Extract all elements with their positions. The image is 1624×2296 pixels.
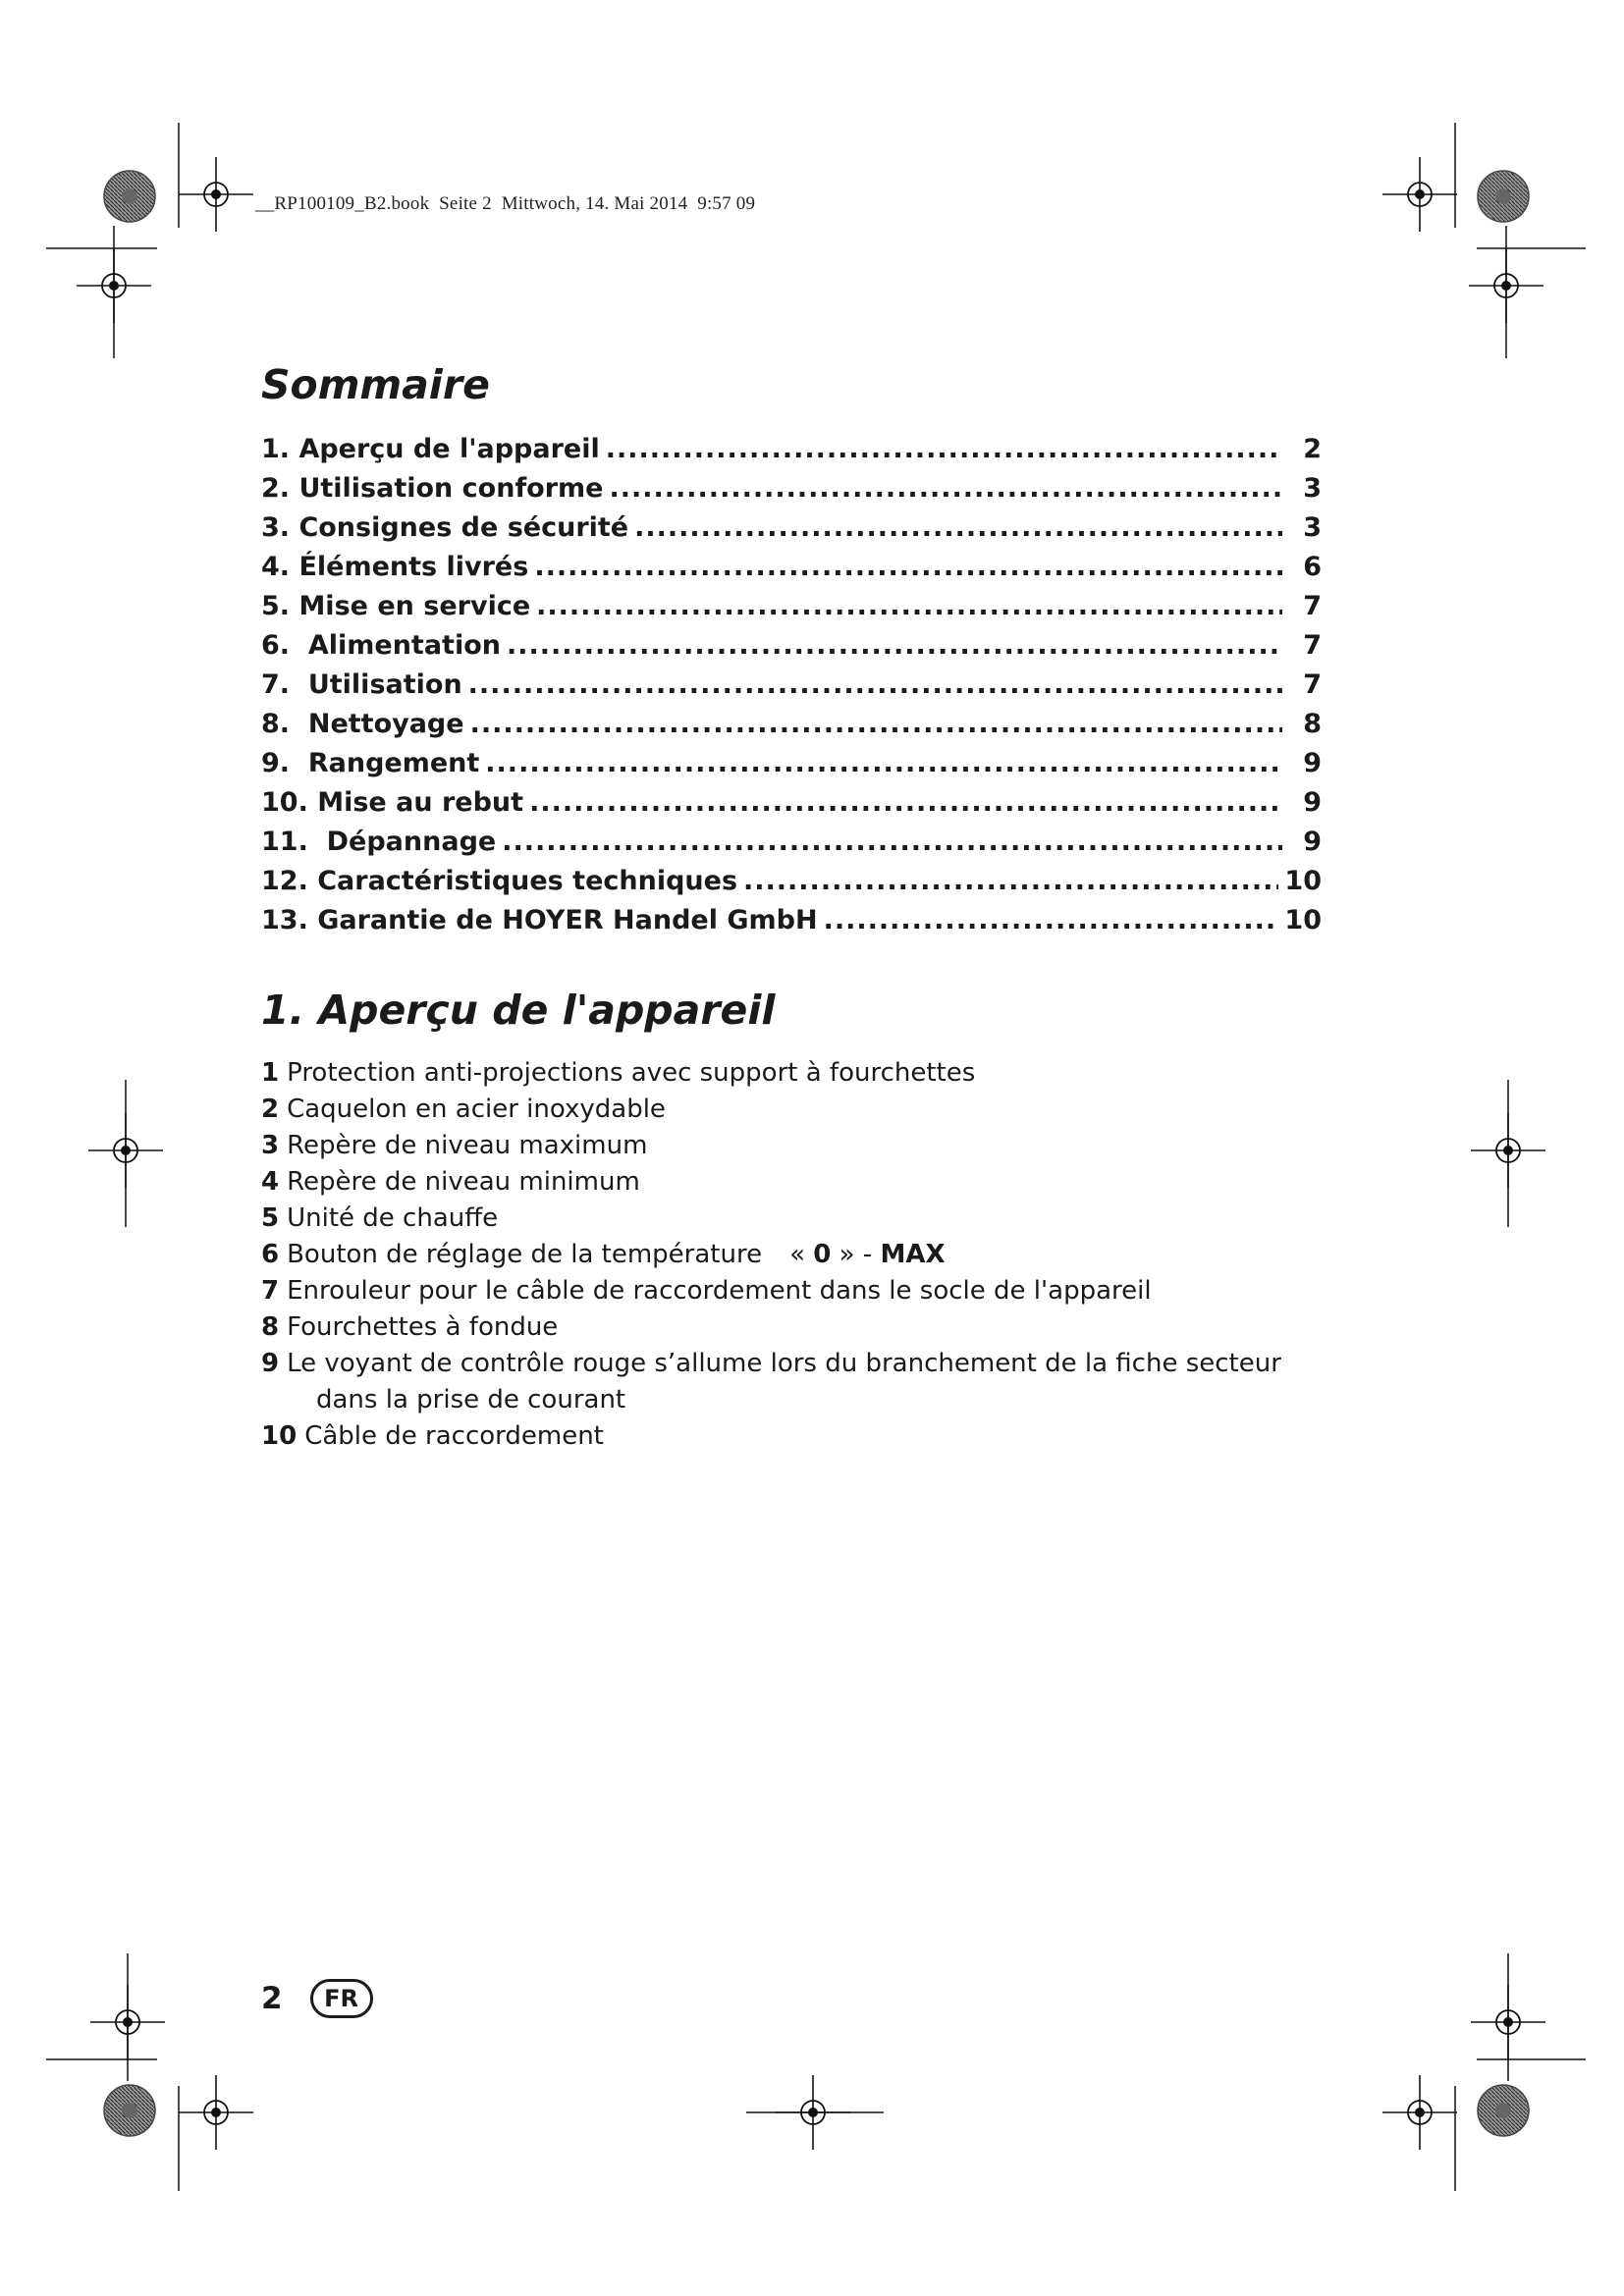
- toc-entry-label: 6. Alimentation: [261, 630, 501, 661]
- part-description: Le voyant de contrôle rouge s’allume lors du branchement de la fiche secteur dans la prise de courant: [287, 1349, 1281, 1415]
- list-item: [261, 1092, 1322, 1128]
- page-number: 2: [261, 1981, 283, 2016]
- part-description: Fourchettes à fondue: [287, 1312, 559, 1342]
- part-number: 6: [261, 1240, 280, 1269]
- part-number: 10: [261, 1421, 298, 1451]
- toc-entry-label: 12. Caractéristiques techniques: [261, 866, 738, 896]
- toc-entry-page: 10: [1284, 866, 1322, 896]
- toc-entry-page: 9: [1303, 787, 1322, 818]
- toc-entry[interactable]: [261, 630, 1322, 669]
- toc-dot-leader: [534, 552, 1282, 582]
- toc-entry-label: 2. Utilisation conforme: [261, 473, 604, 504]
- section-title: 1. Aperçu de l'appareil: [261, 987, 776, 1034]
- toc-entry[interactable]: [261, 866, 1322, 905]
- part-description: Protection anti-projections avec support à fourchettes: [287, 1058, 976, 1088]
- part-description: Repère de niveau minimum: [287, 1167, 640, 1197]
- part-number: 2: [261, 1095, 280, 1124]
- toc-entry[interactable]: [261, 709, 1322, 748]
- toc-entry-page: 9: [1303, 748, 1322, 778]
- toc-dot-leader: [502, 827, 1282, 857]
- toc-entry-page: 8: [1303, 709, 1322, 739]
- color-bar-icon: [1478, 171, 1529, 222]
- toc-entry[interactable]: [261, 473, 1322, 512]
- toc-entry-label: 13. Garantie de HOYER Handel GmbH: [261, 905, 818, 935]
- part-description: Repère de niveau maximum: [287, 1131, 648, 1160]
- toc-dot-leader: [606, 434, 1282, 464]
- toc-entry-label: 8. Nettoyage: [261, 709, 464, 739]
- page-footer: [261, 1979, 373, 2018]
- part-number: 4: [261, 1167, 280, 1197]
- toc-entry[interactable]: [261, 512, 1322, 552]
- part-description: Bouton de réglage de la température: [287, 1240, 763, 1269]
- list-item: [261, 1128, 1322, 1164]
- toc-entry-page: 6: [1303, 552, 1322, 582]
- toc-entry-label: 7. Utilisation: [261, 669, 462, 700]
- toc-dot-leader: [485, 748, 1282, 778]
- toc-entry[interactable]: [261, 787, 1322, 827]
- toc-entry-label: 4. Éléments livrés: [261, 552, 529, 582]
- list-item: [261, 1309, 1322, 1346]
- registration-mark-icon: [179, 2075, 253, 2150]
- toc-dot-leader: [824, 905, 1279, 935]
- part-description: Câble de raccordement: [304, 1421, 604, 1451]
- setting-zero: 0: [813, 1240, 832, 1269]
- registration-mark-icon: [1382, 2075, 1457, 2150]
- temperature-setting: [789, 1240, 945, 1269]
- color-bar-icon: [104, 171, 155, 222]
- list-item: [261, 1273, 1322, 1309]
- toc-entry-page: 2: [1303, 434, 1322, 464]
- parts-list: [261, 1055, 1322, 1455]
- language-badge: FR: [310, 1979, 373, 2018]
- part-number: 7: [261, 1276, 280, 1306]
- toc-entry-label: 1. Aperçu de l'appareil: [261, 434, 600, 464]
- toc-title: Sommaire: [261, 361, 490, 408]
- toc-dot-leader: [610, 473, 1283, 504]
- toc-entry[interactable]: [261, 905, 1322, 944]
- registration-mark-icon: [1382, 157, 1457, 232]
- toc-entry[interactable]: [261, 827, 1322, 866]
- color-bar-icon: [104, 2085, 155, 2136]
- toc-dot-leader: [507, 630, 1282, 661]
- toc-entry[interactable]: [261, 434, 1322, 473]
- part-number: 5: [261, 1203, 280, 1233]
- toc-entry[interactable]: [261, 669, 1322, 709]
- toc-dot-leader: [536, 591, 1282, 621]
- toc-entry-label: 11. Dépannage: [261, 827, 497, 857]
- part-number: 1: [261, 1058, 280, 1088]
- table-of-contents: [261, 434, 1322, 944]
- list-item: [261, 1418, 1322, 1455]
- toc-entry-label: 10. Mise au rebut: [261, 787, 524, 818]
- setting-mid: » -: [839, 1240, 873, 1269]
- part-description: Caquelon en acier inoxydable: [287, 1095, 666, 1124]
- toc-entry-page: 7: [1303, 630, 1322, 661]
- toc-entry[interactable]: [261, 591, 1322, 630]
- toc-entry-page: 10: [1284, 905, 1322, 935]
- color-bar-icon: [1478, 2085, 1529, 2136]
- toc-entry[interactable]: [261, 748, 1322, 787]
- registration-mark-icon: [179, 157, 253, 232]
- toc-entry-label: 9. Rangement: [261, 748, 480, 778]
- toc-entry-page: 7: [1303, 669, 1322, 700]
- list-item: [261, 1164, 1322, 1201]
- list-item: [261, 1237, 1322, 1273]
- part-description: Unité de chauffe: [287, 1203, 499, 1233]
- list-item: [261, 1201, 1322, 1237]
- toc-entry-label: 5. Mise en service: [261, 591, 531, 621]
- toc-dot-leader: [743, 866, 1278, 896]
- setting-prefix: «: [789, 1240, 805, 1269]
- part-number: 9: [261, 1349, 280, 1378]
- toc-entry-page: 3: [1303, 473, 1322, 504]
- toc-dot-leader: [634, 512, 1282, 543]
- list-item: [261, 1346, 1322, 1418]
- toc-dot-leader: [529, 787, 1282, 818]
- toc-entry-page: 7: [1303, 591, 1322, 621]
- print-header: __RP100109_B2.book Seite 2 Mittwoch, 14. Mai 2014 9:57 09: [255, 193, 756, 214]
- toc-entry[interactable]: [261, 552, 1322, 591]
- part-number: 8: [261, 1312, 280, 1342]
- toc-dot-leader: [470, 709, 1282, 739]
- toc-dot-leader: [468, 669, 1282, 700]
- list-item: [261, 1055, 1322, 1092]
- toc-entry-page: 9: [1303, 827, 1322, 857]
- toc-entry-page: 3: [1303, 512, 1322, 543]
- part-description: Enrouleur pour le câble de raccordement dans le socle de l'appareil: [287, 1276, 1152, 1306]
- setting-max: MAX: [880, 1240, 946, 1269]
- part-number: 3: [261, 1131, 280, 1160]
- toc-entry-label: 3. Consignes de sécurité: [261, 512, 629, 543]
